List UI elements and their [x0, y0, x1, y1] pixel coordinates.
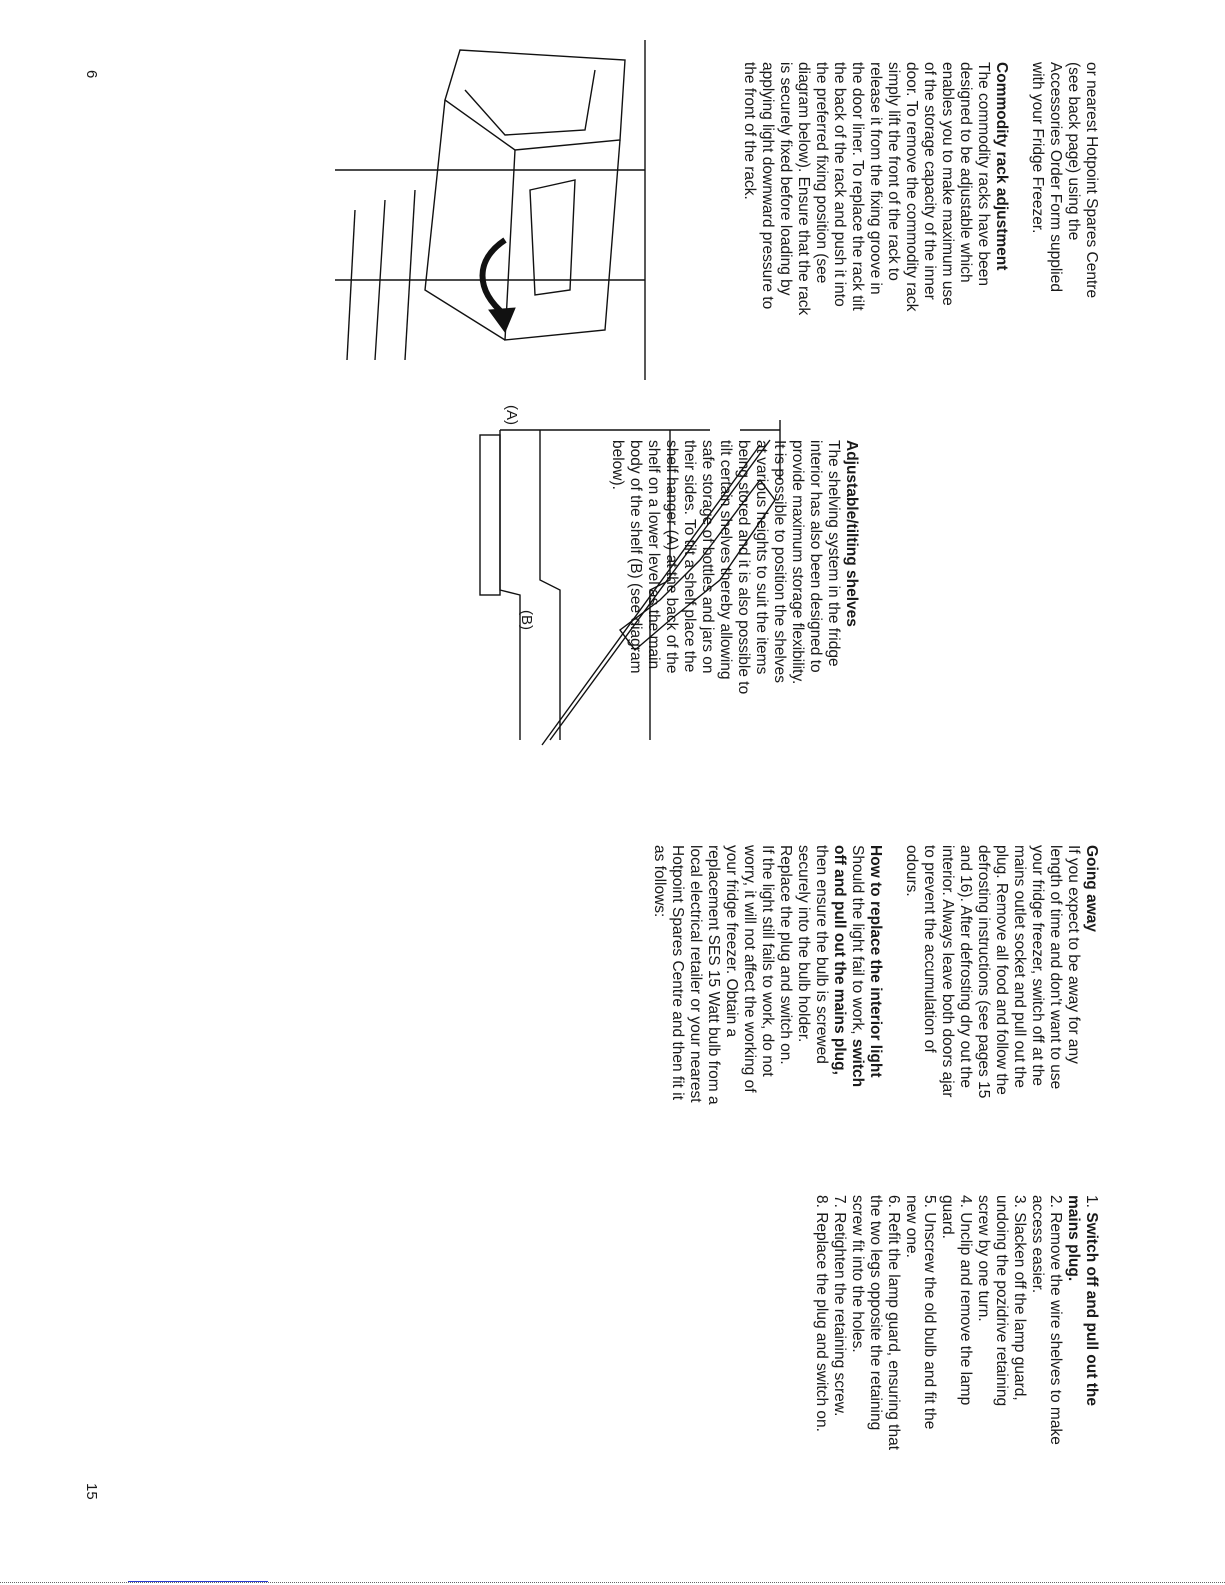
list-item: 7. Retighten the retaining screw.	[831, 1195, 848, 1417]
step-number: 1.	[1083, 1195, 1100, 1213]
list-item: 6. Refit the lamp guard, ensuring that	[885, 1195, 902, 1451]
text-line: and 16). After defrosting dry out the	[957, 845, 974, 1088]
list-item: access easier.	[1029, 1195, 1046, 1294]
hanger-profile	[500, 430, 520, 740]
text-line: door. To remove the commodity rack	[903, 62, 920, 312]
tilted-shelf-line	[542, 445, 760, 745]
text-line: Hotpoint Spares Centre and then fit it	[669, 845, 686, 1101]
steps-list	[812, 1195, 1100, 1525]
text-span-bold: switch	[849, 1038, 866, 1088]
text-line: length of time and don't want to use	[1047, 845, 1064, 1090]
text-line: their sides. To tilt a shelf place the	[681, 440, 698, 673]
text-line: If you expect to be away for any	[1065, 845, 1082, 1064]
text-line: worry, it will not affect the working of	[741, 845, 758, 1093]
heading-commodity-rack: Commodity rack adjustment	[993, 62, 1010, 271]
text-line: tilt certain shelves thereby allowing	[717, 440, 734, 680]
text-line: securely into the bulb holder.	[795, 845, 812, 1043]
text-line: the door liner. To replace the rack tilt	[849, 62, 866, 311]
text-line: interior has also been designed to	[807, 440, 824, 673]
list-item: new one.	[903, 1195, 920, 1258]
text-line: interior. Always leave both doors ajar	[939, 845, 956, 1098]
text-line: odours.	[903, 845, 920, 897]
text-line: Accessories Order Form supplied	[1047, 62, 1064, 292]
text-line: safe storage of bottles and jars on	[699, 440, 716, 674]
page-number-left: 6	[83, 70, 100, 79]
column-going-away	[650, 845, 1100, 1175]
spacer	[1010, 62, 1028, 382]
text-line: to prevent the accumulation of	[921, 845, 938, 1053]
bottom-divider	[0, 1582, 1225, 1583]
column-commodity-rack	[740, 62, 1100, 382]
text-line: body of the shelf (B) (see diagram	[627, 440, 644, 674]
text-line: provide maximum storage flexibility.	[789, 440, 806, 685]
list-item: 5. Unscrew the old bulb and fit the	[921, 1195, 938, 1430]
label-b: (B)	[518, 610, 535, 630]
text-line: The commodity racks have been	[975, 62, 992, 286]
bottom-link-underline	[128, 1581, 268, 1582]
shelf-profile	[540, 430, 560, 740]
text-line: your fridge freezer. Obtain a	[723, 845, 740, 1038]
step-bold: mains plug.	[1065, 1195, 1082, 1282]
fixing-groove	[530, 180, 575, 295]
shelf-line	[347, 210, 355, 360]
rack-inner-edge	[465, 70, 595, 135]
shelf-line	[405, 190, 415, 360]
tilting-shelf-illustration	[470, 420, 800, 760]
text-line: the front of the rack.	[741, 62, 758, 200]
list-item: the two legs opposite the retaining	[867, 1195, 884, 1431]
text-line: is securely fixed before loading by	[777, 62, 794, 296]
text-line	[848, 845, 866, 1175]
text-line: below).	[609, 440, 626, 490]
list-item: guard.	[939, 1195, 956, 1239]
text-line: the back of the rack and push it into	[831, 62, 848, 307]
heading-tilting-shelves: Adjustable/tilting shelves	[843, 440, 860, 627]
text-line: local electrical retailer or your nearest	[687, 845, 704, 1103]
text-line: release it from the fixing groove in	[867, 62, 884, 295]
page-number-right: 15	[83, 1483, 100, 1500]
text-line: with your Fridge Freezer.	[1029, 62, 1046, 234]
text-line: then ensure the bulb is screwed	[813, 845, 830, 1064]
text-line: your fridge freezer, switch off at the	[1029, 845, 1046, 1086]
list-item	[1082, 1195, 1100, 1525]
text-line: the preferred fixing position (see	[813, 62, 830, 284]
commodity-rack-illustration	[335, 40, 665, 380]
heading-interior-light: How to replace the interior light	[867, 845, 884, 1078]
text-line: of the storage capacity of the inner	[921, 62, 938, 300]
shelf-profile-lower	[650, 430, 670, 740]
text-line: enables you to make maximum use	[939, 62, 956, 306]
text-line: applying light downward pressure to	[759, 62, 776, 310]
arrow-head-icon	[489, 308, 515, 332]
list-item: 8. Replace the plug and switch on.	[813, 1195, 830, 1432]
list-item: undoing the pozidrive retaining	[993, 1195, 1010, 1407]
text-line: shelf on a lower level as the main	[645, 440, 662, 670]
list-item: screw fit into the holes.	[849, 1195, 866, 1353]
bottle-icon	[620, 480, 775, 650]
step-bold: Switch off and pull out the	[1083, 1212, 1100, 1406]
rack-front	[445, 50, 625, 150]
label-a: (A)	[503, 405, 520, 425]
text-line: defrosting instructions (see pages 15	[975, 845, 992, 1099]
column-replace-bulb-steps	[812, 1195, 1100, 1525]
tilted-shelf-line	[550, 440, 770, 740]
shelf-rail	[480, 435, 500, 595]
text-line: Replace the plug and switch on.	[777, 845, 794, 1065]
text-line: replacement SES 15 Watt bulb from a	[705, 845, 722, 1105]
list-item: screw by one turn.	[975, 1195, 992, 1322]
list-item: 4. Unclip and remove the lamp	[957, 1195, 974, 1406]
text-line: If the light still fails to work, do not	[759, 845, 776, 1077]
text-span: Should the light fail to work,	[849, 845, 866, 1039]
text-line: diagram below). Ensure that the rack	[795, 62, 812, 316]
text-line: (see back page) using the	[1065, 62, 1082, 241]
text-line: at various heights to suit the items	[753, 440, 770, 675]
text-line: plug. Remove all food and follow the	[993, 845, 1010, 1095]
heading-going-away: Going away	[1083, 845, 1100, 932]
text-line: The shelving system in the fridge	[825, 440, 842, 667]
text-line: being stored and it is also possible to	[735, 440, 752, 695]
arrow-curve-icon	[483, 240, 506, 315]
spacer	[884, 845, 902, 1175]
text-line: as follows:	[651, 845, 668, 918]
list-item: 3. Slacken off the lamp guard,	[1011, 1195, 1028, 1401]
text-line: It is possible to position the shelves	[771, 440, 788, 683]
text-line	[830, 845, 848, 1175]
text-line: or nearest Hotpoint Spares Centre	[1083, 62, 1100, 299]
text-span-bold: off and pull out the mains plug,	[831, 845, 848, 1075]
text-line: shelf hanger (A) at the back of the	[663, 440, 680, 674]
list-item: 2. Remove the wire shelves to make	[1047, 1195, 1064, 1445]
text-line: simply lift the front of the rack to	[885, 62, 902, 281]
list-item	[1064, 1195, 1082, 1525]
text-line: mains outlet socket and pull out the	[1011, 845, 1028, 1088]
text-line: designed to be adjustable which	[957, 62, 974, 283]
